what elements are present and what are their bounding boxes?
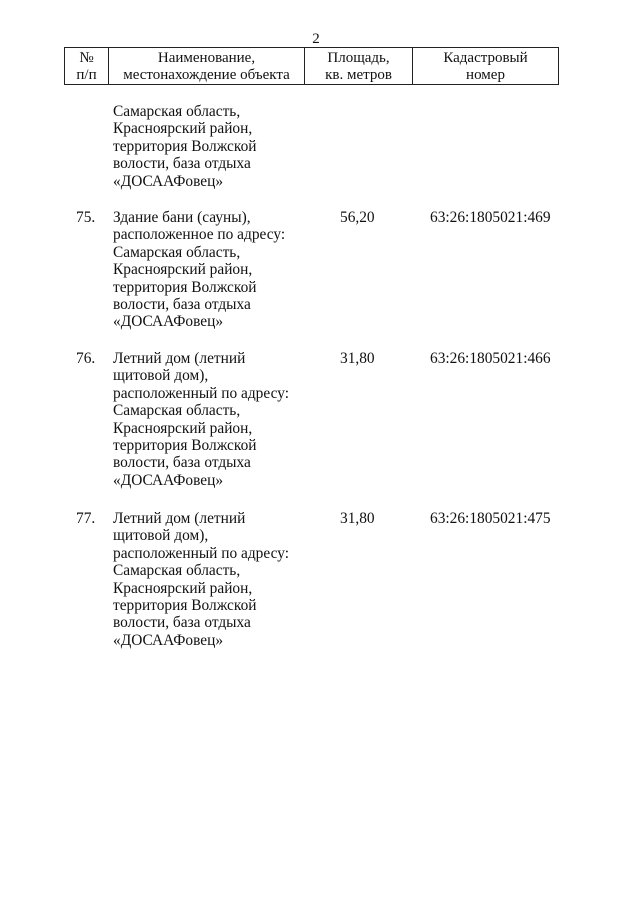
description-line: волости, база отдыха — [113, 454, 251, 472]
description-line: Красноярский район, — [113, 579, 253, 597]
entry-number: 76. — [76, 350, 96, 367]
description-line: Самарская область, — [113, 562, 241, 580]
description-line: Самарская область, — [113, 243, 241, 261]
header-area-line-1: Площадь, — [327, 49, 390, 66]
header-cadastral-cell — [413, 48, 559, 85]
description-line: территория Волжской — [113, 278, 257, 296]
description-line: Красноярский район, — [113, 419, 253, 437]
continuation-line: волости, база отдыха — [113, 155, 251, 173]
entry-description — [113, 350, 313, 489]
description-line: «ДОСААФовец» — [113, 471, 224, 489]
header-name-cell — [109, 48, 305, 85]
description-line: Красноярский район, — [113, 261, 253, 279]
entry-description — [113, 510, 313, 649]
header-cadastral-line-1: Кадастровый — [443, 49, 528, 66]
entry-area: 31,80 — [340, 350, 375, 367]
entry-number: 77. — [76, 510, 96, 527]
page-number: 2 — [312, 31, 320, 47]
entry-area: 31,80 — [340, 510, 375, 527]
description-line: расположенный по адресу: — [113, 384, 289, 402]
entry-cadastral-number: 63:26:1805021:475 — [430, 510, 551, 527]
description-line: «ДОСААФовец» — [113, 631, 224, 649]
entry-cadastral-number: 63:26:1805021:469 — [430, 209, 551, 226]
entry-area: 56,20 — [340, 209, 375, 226]
continuation-line: «ДОСААФовец» — [113, 172, 224, 190]
header-number-line-1: № — [79, 49, 94, 66]
description-line: расположенный по адресу: — [113, 544, 289, 562]
continuation-line: территория Волжской — [113, 137, 257, 155]
description-line: «ДОСААФовец» — [113, 313, 224, 331]
description-line: Летний дом (летний — [113, 350, 246, 367]
continuation-line: Самарская область, — [113, 103, 241, 120]
header-name-line-2: местонахождение объекта — [123, 66, 290, 83]
continuation-address — [113, 103, 257, 190]
continuation-line: Красноярский район, — [113, 120, 253, 138]
description-line: волости, база отдыха — [113, 614, 251, 632]
description-line: территория Волжской — [113, 437, 257, 455]
header-number-cell — [65, 48, 109, 85]
header-area-cell — [305, 48, 413, 85]
description-line: территория Волжской — [113, 597, 257, 615]
entry-description — [113, 209, 313, 331]
header-name-line-1: Наименование, — [157, 49, 256, 66]
table-header — [64, 47, 559, 85]
description-line: волости, база отдыха — [113, 296, 251, 314]
header-number-line-2: п/п — [76, 66, 97, 83]
description-line: Самарская область, — [113, 402, 241, 420]
entry-number: 75. — [76, 209, 96, 226]
header-cadastral-line-2: номер — [466, 66, 505, 83]
entry-cadastral-number: 63:26:1805021:466 — [430, 350, 551, 367]
header-area-line-2: кв. метров — [325, 66, 392, 83]
description-line: расположенное по адресу: — [113, 226, 286, 244]
description-line: щитовой дом), — [113, 527, 209, 545]
description-line: Летний дом (летний — [113, 510, 246, 527]
description-line: Здание бани (сауны), — [113, 209, 251, 226]
description-line: щитовой дом), — [113, 367, 209, 385]
